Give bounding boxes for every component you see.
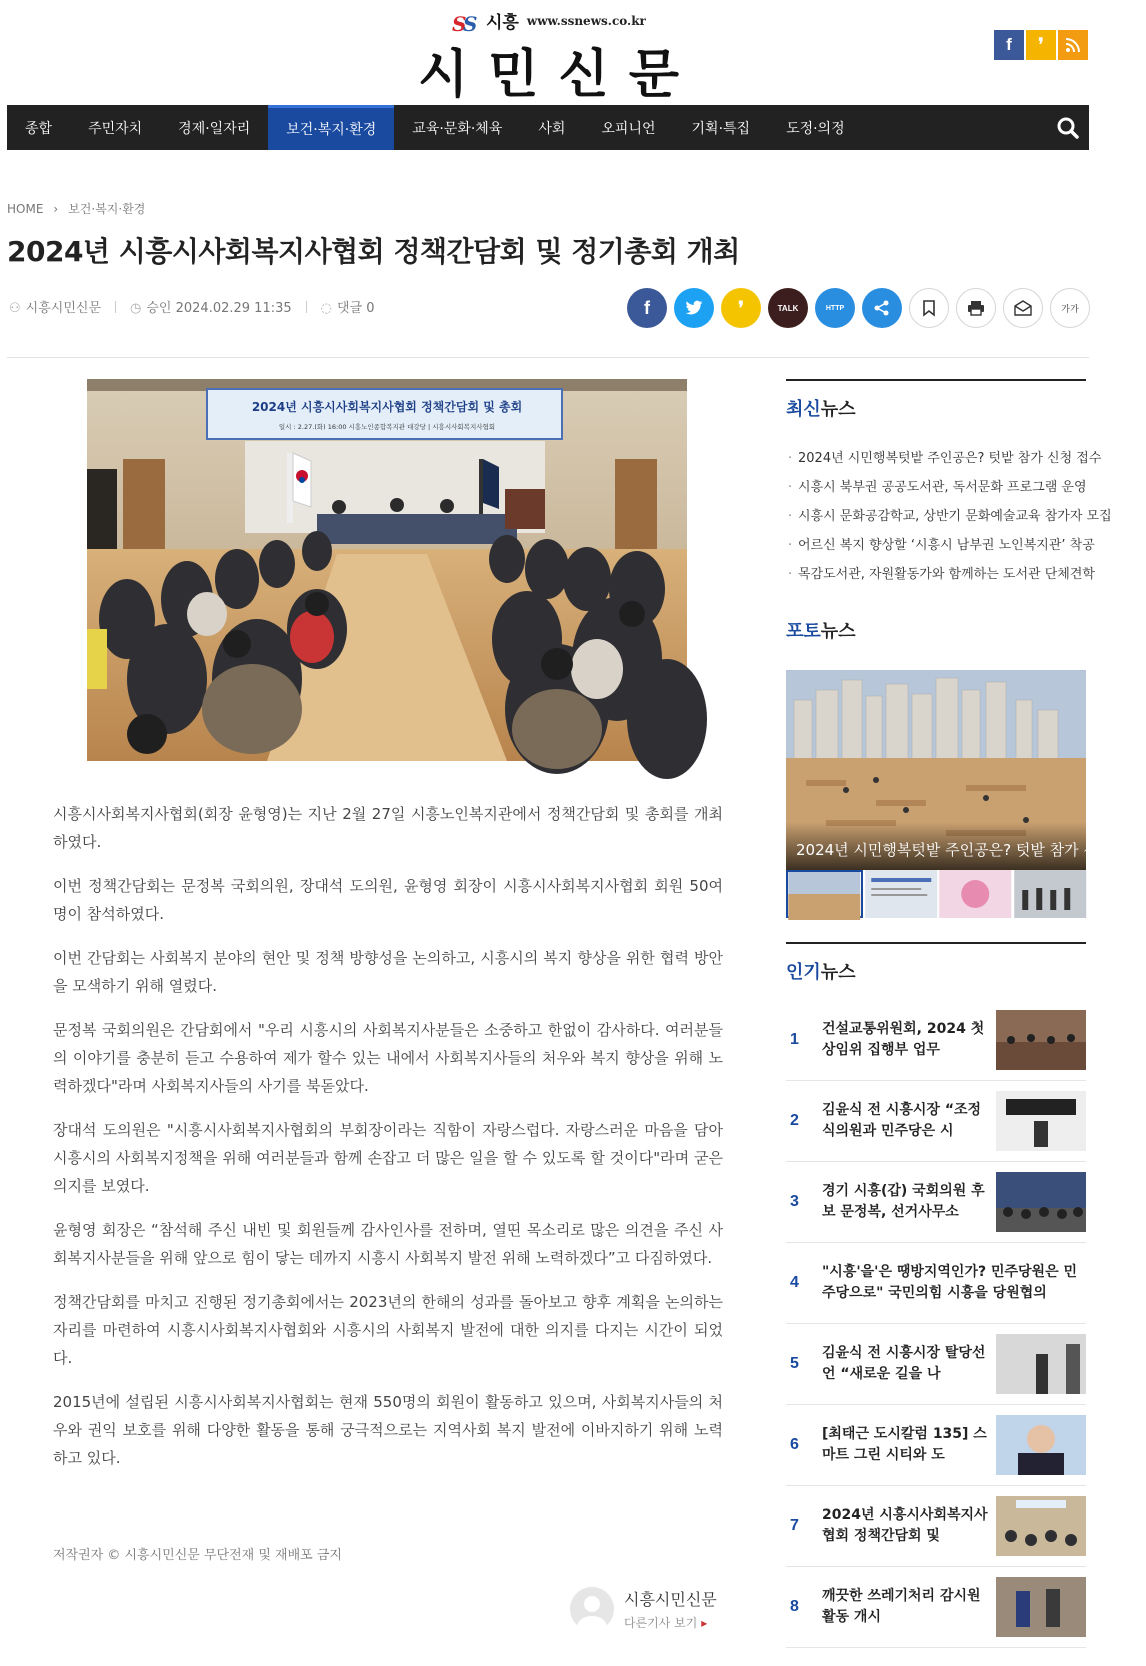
popular-title: 김윤식 전 시흥시장 “조정식의원과 민주당은 시 (822, 1102, 982, 1139)
logo-region: 시흥 (486, 13, 519, 33)
nav-item-society[interactable]: 사회 (538, 120, 566, 137)
photo-thumb[interactable] (786, 870, 863, 918)
nav-item-council[interactable]: 도정·의정 (786, 120, 845, 137)
kakaotalk-share-icon[interactable]: TALK (768, 288, 808, 328)
avatar (570, 1587, 614, 1631)
list-item[interactable] (786, 1000, 1086, 1081)
popular-heading-accent: 인기 (786, 962, 821, 983)
user-icon: ⚇ (9, 301, 21, 316)
rank-number: 4 (790, 1274, 799, 1291)
banner-title: 2024년 시흥시사회복지사협회 정책간담회 및 총회 (251, 400, 523, 414)
chevron-right-icon: › (53, 201, 59, 216)
photo-news-caption: 2024년 시민행복텃밭 주인공은? 텃밭 참가 신청 접수 (786, 822, 1086, 870)
article-paragraph: 2015년에 설립된 시흥시사회복지사협회는 현재 550명의 회원이 활동하고 있으며, 사회복지사들의 처우와 권익 보호를 위해 다양한 활동을 통해 궁극적으로는 지역사회 복지 발전에 이바지하기 위해 노력하고 있다. (53, 1393, 723, 1467)
url-copy-icon[interactable]: HTTP (815, 288, 855, 328)
list-item[interactable] (786, 1567, 1086, 1648)
popular-thumb (996, 1172, 1086, 1232)
article-paragraph: 이번 간담회는 사회복지 분야의 현안 및 정책 방향성을 논의하고, 시흥시의 복지 향상을 위한 협력 방안을 모색하기 위해 열렸다. (53, 949, 723, 995)
article-paragraph: 시흥시사회복지사협회(회장 윤형영)는 지난 2월 27일 시흥노인복지관에서 정책간담회 및 총회를 개최하였다. (53, 805, 723, 851)
author-box[interactable] (570, 1587, 717, 1631)
breadcrumb-home[interactable]: HOME (7, 201, 44, 216)
list-item[interactable]: · 어르신 복지 향상할 ‘시흥시 남부권 노인복지관’ 착공 (786, 531, 1086, 560)
popular-thumb (996, 1334, 1086, 1394)
twitter-share-icon[interactable] (674, 288, 714, 328)
article-approved-text: 승인 2024.02.29 11:35 (146, 301, 292, 316)
kakaostory-icon[interactable]: ❜ (1026, 30, 1056, 60)
nav-item-opinion[interactable]: 오피니언 (601, 120, 656, 137)
popular-thumb (996, 1010, 1086, 1070)
article-paragraph: 이번 정책간담회는 문정복 국회의원, 장대석 도의원, 윤형영 회장이 시흥시사회복지사협회 회원 50여명이 참석하였다. (53, 877, 723, 923)
photo-thumb[interactable] (1014, 870, 1087, 918)
popular-title: 2024년 시흥시사회복지사협회 정책간담회 및 (822, 1507, 988, 1544)
popular-title: 깨끗한 쓰레기처리 감시원 활동 개시 (822, 1588, 981, 1625)
article-author-name: 시흥시민신문 (25, 301, 102, 316)
rank-number: 5 (790, 1355, 799, 1372)
logo-url: www.ssnews.co.kr (526, 13, 646, 28)
popular-title: 경기 시흥(갑) 국회의원 후보 문정복, 선거사무소 (822, 1183, 985, 1220)
photo-heading-accent: 포토 (786, 621, 821, 642)
logo-mark-icon: S S (452, 11, 478, 36)
site-logo[interactable] (418, 6, 699, 105)
facebook-icon[interactable]: f (994, 30, 1024, 60)
popular-title: [최태근 도시칼럼 135] 스마트 그린 시티와 도 (822, 1426, 987, 1463)
breadcrumb (7, 200, 145, 217)
list-item[interactable]: · 목감도서관, 자원활동가와 함께하는 도서관 단체견학 (786, 560, 1086, 589)
nav-item-education[interactable]: 교육·문화·체육 (412, 120, 503, 137)
latest-heading-rest: 뉴스 (820, 399, 856, 420)
article-paragraph: 문정복 국회의원은 간담회에서 "우리 시흥시의 사회복지사분들은 소중하고 한없이 감사하다. 여러분들의 이야기를 충분히 듣고 수용하여 제가 할수 있는 내에서 사회복지사들의 처우와 복지 향상을 위해 노력하겠다"라며 사회복지사들의 사기를 북돋았다. (53, 1021, 723, 1095)
photo-heading-rest: 뉴스 (820, 621, 856, 642)
list-item[interactable]: · 2024년 시민행복텃밭 주인공은? 텃밭 참가 신청 접수 (786, 444, 1086, 473)
nav-item-special[interactable]: 기획·특집 (691, 120, 751, 137)
article-paragraph: 윤형영 회장은 “참석해 주신 내빈 및 회원들께 감사인사를 전하며, 열띤 목소리로 많은 의견을 주신 사회복지사분들을 위해 앞으로 힘이 닿는 데까지 시흥시 사회복지 발전 위해 노력하겠다”고 다짐하였다. (53, 1221, 723, 1267)
list-item[interactable] (786, 1486, 1086, 1567)
rank-number: 8 (790, 1598, 799, 1615)
masthead (0, 0, 1096, 105)
article-comments-text: 댓글 0 (336, 301, 375, 316)
article-meta (9, 297, 375, 316)
nav-item-economy[interactable]: 경제·일자리 (178, 120, 251, 137)
article-paragraph: 장대석 도의원은 "시흥시사회복지사협회의 부회장이라는 직함이 자랑스럽다. 자랑스러운 마음을 담아 시흥시의 사회복지정책을 위해 여러분들과 함께 손잡고 더 많은 일을 할 수 있도록 할 것이다"라며 굳은 의지를 보였다. (53, 1121, 723, 1195)
list-item[interactable]: · 시흥시 문화공감학교, 상반기 문화예술교육 참가자 모집 (786, 502, 1086, 531)
header-divider (7, 357, 1089, 358)
article-comments[interactable] (321, 297, 375, 316)
article-photo (87, 379, 687, 761)
caret-right-icon: ▸ (701, 1616, 708, 1630)
breadcrumb-section[interactable]: 보건·복지·환경 (68, 202, 146, 216)
rank-number: 6 (790, 1436, 799, 1453)
rank-number: 3 (790, 1193, 799, 1210)
popular-news-list (786, 1000, 1086, 1648)
popular-heading-rest: 뉴스 (820, 962, 856, 983)
photo-thumb[interactable] (939, 870, 1012, 918)
share-more-icon[interactable] (862, 288, 902, 328)
logo-main-text: 시민신문 (418, 45, 699, 105)
popular-thumb (996, 1415, 1086, 1475)
list-item[interactable] (786, 1162, 1086, 1243)
popular-thumb (996, 1091, 1086, 1151)
author-name: 시흥시민신문 (624, 1590, 717, 1609)
popular-thumb (996, 1577, 1086, 1637)
nav-item-autonomy[interactable]: 주민자치 (88, 120, 143, 137)
latest-news-list (786, 444, 1112, 589)
popular-news-heading (786, 942, 1086, 984)
latest-heading-accent: 최신 (786, 399, 821, 420)
kakaostory-share-icon[interactable]: ❜ (721, 288, 761, 328)
bookmark-icon[interactable] (909, 288, 949, 328)
photo-news-main[interactable] (786, 670, 1146, 870)
article-author (9, 297, 101, 316)
author-more-link[interactable] (624, 1614, 717, 1631)
list-item[interactable] (786, 1405, 1086, 1486)
list-item[interactable] (786, 1243, 1086, 1324)
popular-thumb (996, 1496, 1086, 1556)
article-title: 2024년 시흥시사회복지사협회 정책간담회 및 정기총회 개최 (7, 235, 740, 268)
list-item[interactable]: · 시흥시 북부권 공공도서관, 독서문화 프로그램 운영 (786, 473, 1086, 502)
popular-title: "시흥'을'은 땡방지역인가? 민주당원은 민주당으로" 국민의힘 시흥을 당원협의 (822, 1264, 1077, 1301)
rank-number: 2 (790, 1112, 799, 1129)
banner-subtitle: 일시 : 2.27.(화) 16:00 시흥노인종합복지관 대강당 | 시흥시사회복지사협회 (278, 423, 496, 431)
search-icon[interactable] (1055, 115, 1081, 141)
main-nav (7, 105, 1089, 150)
header-social-links (994, 30, 1088, 60)
author-more-text: 다른기사 보기 (624, 1616, 698, 1630)
clock-icon: ◷ (130, 301, 142, 316)
facebook-share-icon[interactable]: f (627, 288, 667, 328)
popular-title: 건설교통위원회, 2024 첫 상임위 집행부 업무 (822, 1021, 985, 1058)
meta-divider (306, 301, 307, 313)
print-icon[interactable] (956, 288, 996, 328)
article-paragraph: 정책간담회를 마치고 진행된 정기총회에서는 2023년의 한해의 성과를 돌아보고 향후 계획을 논의하는 자리를 마련하여 시흥시사회복지사협회와 시흥시의 사회복지 발전에 대한 의지를 다지는 시간이 되었다. (53, 1293, 723, 1367)
copyright-notice: 저작권자 © 시흥시민신문 무단전재 및 재배포 금지 (53, 1548, 342, 1563)
rank-number: 7 (790, 1517, 799, 1534)
meta-divider (115, 301, 116, 313)
list-item[interactable] (786, 1081, 1086, 1162)
article-body (53, 800, 723, 1488)
comment-icon: ◌ (320, 301, 332, 316)
latest-news-heading (786, 379, 1086, 421)
photo-news-thumbs (786, 870, 1086, 918)
popular-title: 김윤식 전 시흥시장 탈당선언 “새로운 길을 나 (822, 1345, 986, 1382)
article-approved (130, 297, 292, 316)
photo-news-heading (786, 605, 1086, 643)
nav-item-welfare[interactable]: 보건·복지·환경 (268, 105, 394, 150)
photo-thumb[interactable] (865, 870, 938, 918)
font-size-icon[interactable]: 가가 (1050, 288, 1090, 328)
rank-number: 1 (790, 1031, 799, 1048)
list-item[interactable] (786, 1324, 1086, 1405)
nav-item-general[interactable]: 종합 (25, 120, 53, 137)
share-toolbar (627, 288, 1090, 328)
rss-icon[interactable] (1058, 30, 1088, 60)
email-icon[interactable] (1003, 288, 1043, 328)
